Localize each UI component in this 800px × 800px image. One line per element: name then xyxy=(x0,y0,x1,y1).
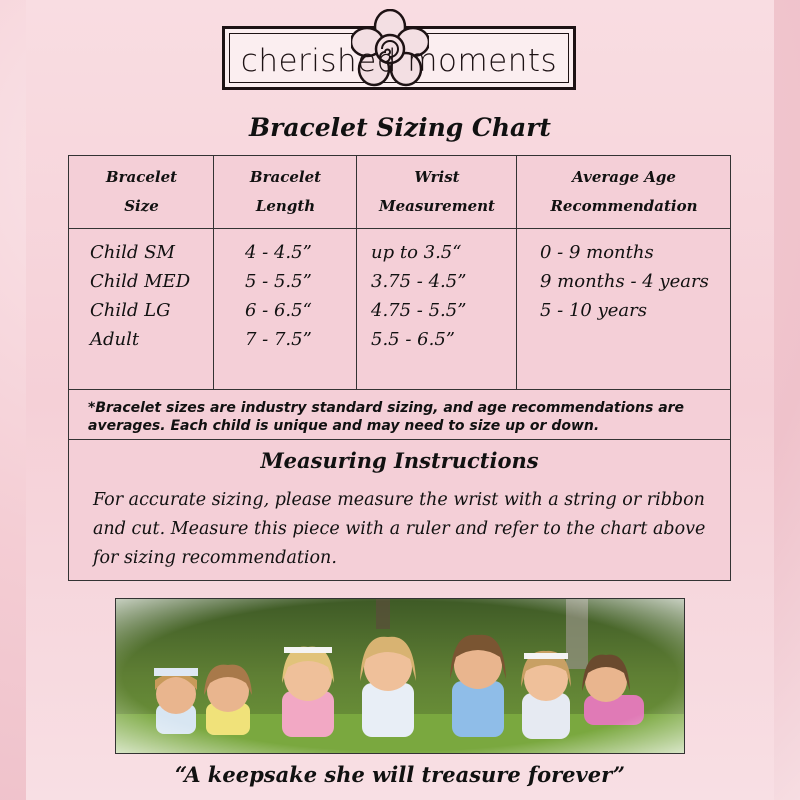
header-divider xyxy=(69,228,730,229)
header-average-age xyxy=(517,156,731,228)
table-divider xyxy=(69,389,730,390)
header-bracelet-length xyxy=(214,156,357,228)
header-line: Wrist xyxy=(414,168,460,186)
table-header-row xyxy=(69,156,730,228)
table-cell: 4.75 - 5.5” xyxy=(371,300,467,321)
table-cell: Child SM xyxy=(90,242,175,263)
header-line: Bracelet xyxy=(249,168,322,186)
sizing-note: *Bracelet sizes are industry standard sizing, and age recommendations are averages. Each child is unique and may need to size up or down. xyxy=(88,400,685,434)
column-divider xyxy=(213,156,214,389)
header-line: Measurement xyxy=(379,197,495,215)
header-wrist-measurement xyxy=(357,156,517,228)
table-cell: 5 - 10 years xyxy=(540,300,647,321)
header-line: Bracelet xyxy=(105,168,178,186)
column-divider xyxy=(516,156,517,389)
table-cell: 6 - 6.5“ xyxy=(245,300,312,321)
table-cell: 5 - 5.5” xyxy=(245,271,312,292)
header-line: Recommendation xyxy=(550,197,698,215)
column-divider xyxy=(356,156,357,389)
children-photo xyxy=(115,598,685,754)
column-age-values xyxy=(540,238,709,325)
table-cell: Adult xyxy=(90,329,140,350)
column-wrist-values xyxy=(371,238,466,354)
header-line: Length xyxy=(255,197,316,215)
header-bracelet-size xyxy=(69,156,214,228)
logo-text: cherished moments xyxy=(240,43,558,79)
sizing-table xyxy=(68,155,731,581)
table-cell: 3.75 - 4.5” xyxy=(371,271,467,292)
table-cell: 0 - 9 months xyxy=(540,242,654,263)
page-title: Bracelet Sizing Chart xyxy=(249,113,551,142)
column-length-values xyxy=(245,238,312,354)
table-cell: 4 - 4.5” xyxy=(245,242,312,263)
table-cell: 5.5 - 6.5” xyxy=(371,329,455,350)
children-photo-illustration xyxy=(116,599,684,753)
instructions-title: Measuring Instructions xyxy=(260,448,539,473)
header-line: Size xyxy=(124,197,159,215)
note-divider xyxy=(69,439,730,440)
table-cell: 7 - 7.5” xyxy=(245,329,312,350)
brand-logo xyxy=(222,26,576,90)
tagline: “A keepsake she will treasure forever” xyxy=(175,762,625,787)
column-size-values xyxy=(90,238,190,354)
header-line: Average Age xyxy=(572,168,676,186)
table-cell: Child LG xyxy=(90,300,171,321)
table-cell: Child MED xyxy=(90,271,191,292)
instructions-text: For accurate sizing, please measure the wrist with a string or ribbon and cut. Measure this piece with a ruler and refer to the chart above for sizing recommendation. xyxy=(93,490,706,568)
table-cell: up to 3.5“ xyxy=(371,242,462,263)
table-cell: 9 months - 4 years xyxy=(540,271,709,292)
